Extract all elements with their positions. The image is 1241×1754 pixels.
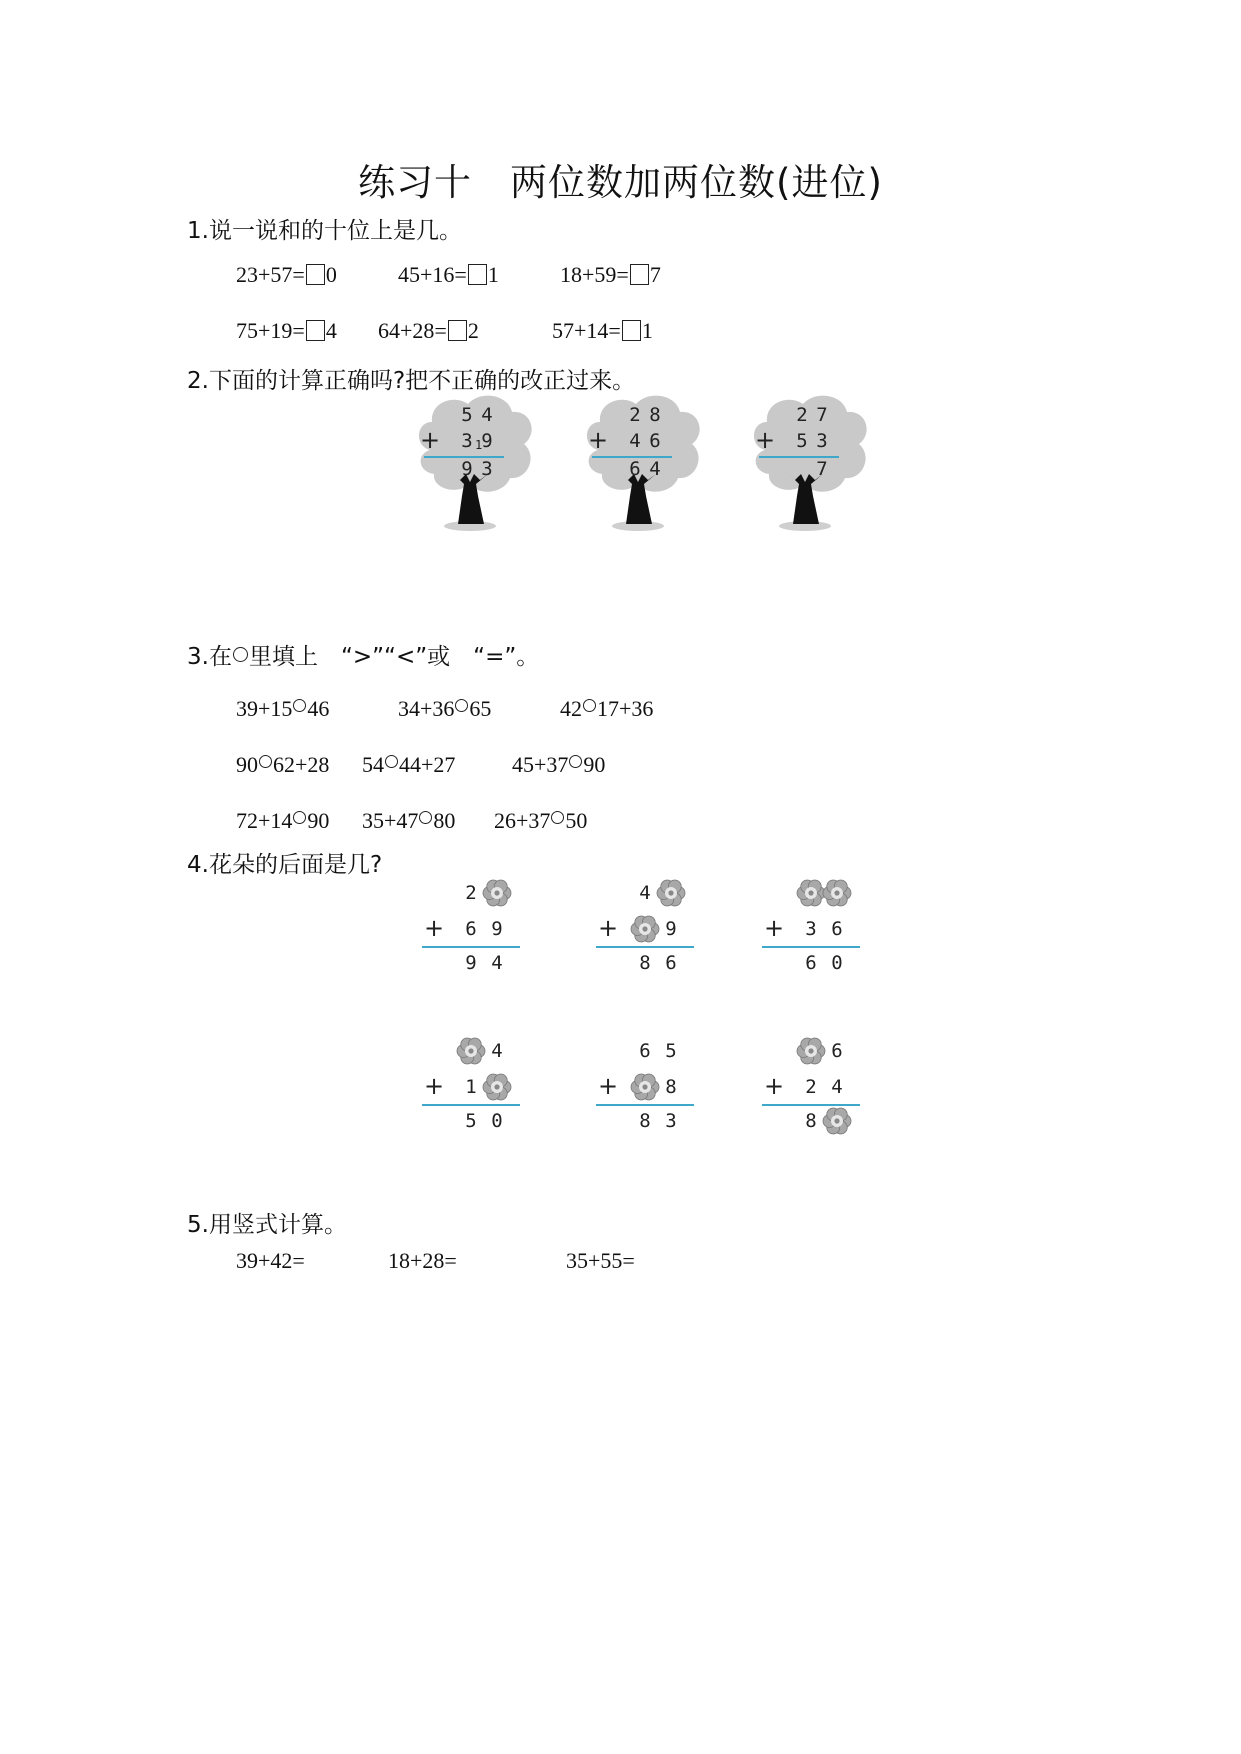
digit: 2 [465, 882, 477, 904]
digit: 6 [805, 952, 817, 974]
digit: 6 [629, 458, 641, 480]
q3-left: 54 [362, 752, 384, 777]
answer-box [306, 264, 325, 285]
tree-card [745, 388, 875, 538]
q1-ones-digit: 7 [649, 262, 661, 287]
digit: 4 [629, 430, 641, 452]
compare-circle [569, 755, 582, 768]
q3-item [236, 696, 329, 722]
q1-expression: 18+59= [560, 262, 629, 287]
sum-line [422, 1104, 520, 1106]
digit: 4 [831, 1076, 843, 1098]
tree-card [410, 388, 540, 538]
sum-line [762, 1104, 860, 1106]
flower-icon [656, 878, 686, 908]
digit: 4 [649, 458, 661, 480]
q5-item: 39+42= [236, 1248, 305, 1273]
q3-right: 50 [565, 808, 588, 833]
digit: 6 [465, 918, 477, 940]
q3-right: 17+36 [597, 696, 654, 721]
plus-sign: + [598, 914, 619, 942]
plus-sign: + [764, 914, 785, 942]
q3-item [236, 808, 329, 834]
q3-heading-b: 里填上 “>”“<”或 “=”。 [248, 644, 540, 670]
digit: 2 [796, 404, 808, 426]
q3-left: 90 [236, 752, 258, 777]
q3-item [362, 808, 455, 834]
digit: 8 [639, 952, 651, 974]
q4-heading: 4.花朵的后面是几? [187, 852, 383, 878]
digit: 3 [665, 1110, 677, 1132]
q3-left: 42 [560, 696, 582, 721]
q3-item [398, 696, 491, 722]
digit: 9 [461, 458, 473, 480]
q3-item [512, 752, 605, 778]
q3-left: 45+37 [512, 752, 569, 777]
digit: 4 [491, 1040, 503, 1062]
sum-line [422, 946, 520, 948]
plus-sign: + [420, 426, 441, 454]
q3-left: 35+47 [362, 808, 419, 833]
digit: 5 [665, 1040, 677, 1062]
vertical-addition [422, 1040, 532, 1150]
q3-left: 39+15 [236, 696, 293, 721]
tree-card [578, 388, 708, 538]
digit: 5 [461, 404, 473, 426]
digit: 3 [816, 430, 828, 452]
digit: 8 [649, 404, 661, 426]
q3-right: 90 [583, 752, 606, 777]
compare-circle [259, 755, 272, 768]
digit: 4 [639, 882, 651, 904]
q1-expression: 75+19= [236, 318, 305, 343]
q1-ones-digit: 1 [487, 262, 499, 287]
compare-circle [419, 811, 432, 824]
digit: 3 [805, 918, 817, 940]
q1-ones-digit: 1 [641, 318, 653, 343]
flower-icon [822, 878, 852, 908]
digit: 8 [805, 1110, 817, 1132]
sum-line [762, 946, 860, 948]
digit: 9 [665, 918, 677, 940]
digit: 1 [465, 1076, 477, 1098]
answer-box [630, 264, 649, 285]
vertical-addition [596, 882, 706, 992]
q1-expression: 57+14= [552, 318, 621, 343]
digit: 4 [481, 404, 493, 426]
flower-icon [630, 914, 660, 944]
digit: 9 [465, 952, 477, 974]
digit: 3 1 [461, 430, 483, 452]
plus-sign: + [588, 426, 609, 454]
q3-right: 62+28 [273, 752, 330, 777]
flower-icon [796, 1036, 826, 1066]
plus-sign: + [424, 1072, 445, 1100]
digit: 6 [831, 918, 843, 940]
q5-item: 35+55= [566, 1248, 635, 1273]
q3-item [362, 752, 455, 778]
digit: 2 [805, 1076, 817, 1098]
answer-box [306, 320, 325, 341]
q5-item: 18+28= [388, 1248, 457, 1273]
digit: 5 [796, 430, 808, 452]
q3-item [560, 696, 653, 722]
sum-line [596, 1104, 694, 1106]
q3-heading [187, 638, 539, 671]
q3-right: 90 [307, 808, 330, 833]
digit: 7 [816, 458, 828, 480]
compare-circle [551, 811, 564, 824]
q3-item [494, 808, 587, 834]
q1-item [552, 318, 653, 344]
q3-item [236, 752, 329, 778]
digit: 5 [465, 1110, 477, 1132]
plus-sign: + [755, 426, 776, 454]
digit: 0 [491, 1110, 503, 1132]
circle-icon [233, 647, 248, 662]
digit: 6 [665, 952, 677, 974]
q1-ones-digit: 2 [467, 318, 479, 343]
q3-left: 26+37 [494, 808, 551, 833]
q1-ones-digit: 0 [325, 262, 337, 287]
compare-circle [455, 699, 468, 712]
compare-circle [293, 811, 306, 824]
q1-expression: 23+57= [236, 262, 305, 287]
flower-icon [630, 1072, 660, 1102]
digit: 6 [831, 1040, 843, 1062]
q3-left: 34+36 [398, 696, 455, 721]
compare-circle [385, 755, 398, 768]
digit: 9 [491, 918, 503, 940]
vertical-addition [422, 882, 532, 992]
q1-ones-digit: 4 [325, 318, 337, 343]
digit: 9 [481, 430, 493, 452]
flower-icon [482, 878, 512, 908]
page-title: 练习十 两位数加两位数(进位) [358, 161, 883, 204]
digit: 4 [491, 952, 503, 974]
flower-icon [482, 1072, 512, 1102]
plus-sign: + [424, 914, 445, 942]
digit: 6 [649, 430, 661, 452]
vertical-addition [762, 882, 872, 992]
vertical-addition [596, 1040, 706, 1150]
plus-sign: + [764, 1072, 785, 1100]
compare-circle [293, 699, 306, 712]
q5-heading: 5.用竖式计算。 [187, 1212, 347, 1238]
q3-right: 44+27 [399, 752, 456, 777]
digit: 8 [639, 1110, 651, 1132]
answer-box [622, 320, 641, 341]
carry-digit: 1 [475, 438, 483, 452]
answer-box [448, 320, 467, 341]
q1-expression: 45+16= [398, 262, 467, 287]
q1-expression: 64+28= [378, 318, 447, 343]
digit: 3 [481, 458, 493, 480]
sum-line [596, 946, 694, 948]
q3-left: 72+14 [236, 808, 293, 833]
digit: 2 [629, 404, 641, 426]
digit: 8 [665, 1076, 677, 1098]
q1-item [398, 262, 499, 288]
q2-heading: 2.下面的计算正确吗?把不正确的改正过来。 [187, 368, 636, 394]
q3-right: 65 [469, 696, 492, 721]
digit: 6 [639, 1040, 651, 1062]
q1-item [236, 262, 337, 288]
plus-sign: + [598, 1072, 619, 1100]
q1-heading: 1.说一说和的十位上是几。 [187, 218, 462, 244]
q3-right: 46 [307, 696, 330, 721]
q1-item [236, 318, 337, 344]
digit: 0 [831, 952, 843, 974]
flower-icon [456, 1036, 486, 1066]
q3-heading-a: 3.在 [187, 644, 232, 670]
vertical-addition [762, 1040, 872, 1150]
q1-item [560, 262, 661, 288]
compare-circle [583, 699, 596, 712]
q3-right: 80 [433, 808, 456, 833]
q1-item [378, 318, 479, 344]
flower-icon [822, 1106, 852, 1136]
digit: 7 [816, 404, 828, 426]
answer-box [468, 264, 487, 285]
